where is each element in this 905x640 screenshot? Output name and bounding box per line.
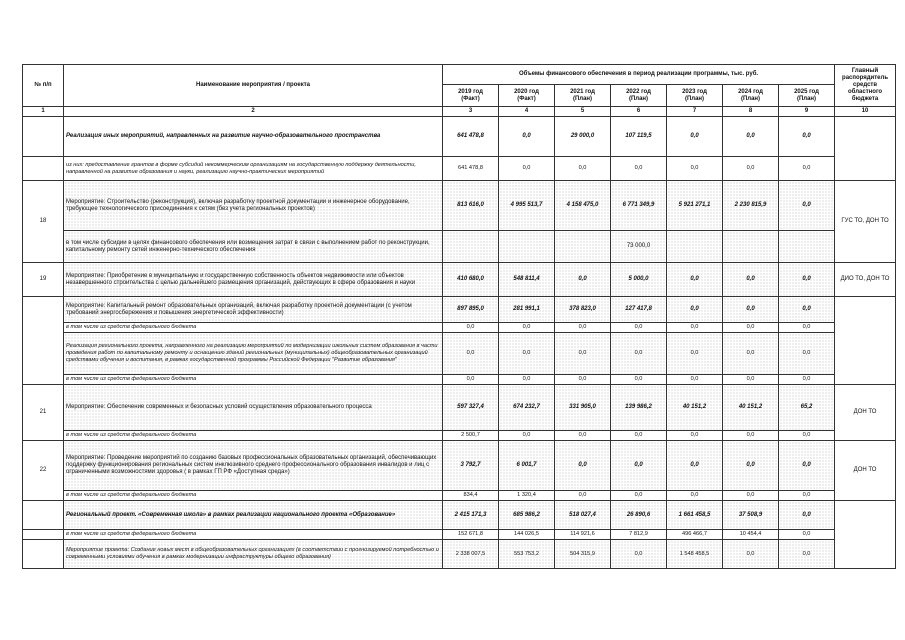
table-row xyxy=(23,540,896,569)
funding-value: 0,0 xyxy=(555,441,611,491)
funding-value: 0,0 xyxy=(611,431,667,441)
measure-name: в том числе из средств федерального бюджета xyxy=(64,491,443,501)
funding-value: 1 320,4 xyxy=(499,491,555,501)
budget-manager xyxy=(835,501,896,569)
funding-value: 0,0 xyxy=(611,157,667,181)
budget-manager: ДОН ТО xyxy=(835,441,896,501)
header-year xyxy=(779,85,835,107)
funding-value: 0,0 xyxy=(723,333,779,375)
funding-value: 0,0 xyxy=(667,263,723,297)
funding-value: 0,0 xyxy=(779,263,835,297)
funding-value: 597 327,4 xyxy=(443,385,499,431)
row-number xyxy=(23,117,64,157)
funding-value: 7 812,9 xyxy=(611,530,667,540)
funding-value xyxy=(555,231,611,263)
year-kind: (План) xyxy=(740,95,761,102)
funding-value: 0,0 xyxy=(555,157,611,181)
budget-manager xyxy=(835,117,896,181)
year-kind: (План) xyxy=(796,95,817,102)
row-number: 21 xyxy=(23,385,64,441)
funding-value: 37 508,9 xyxy=(723,501,779,530)
funding-value: 0,0 xyxy=(779,297,835,323)
funding-value: 0,0 xyxy=(611,375,667,385)
measure-name: Реализация иных мероприятий, направленных на развитие научно-образовательного пространства xyxy=(64,117,443,157)
year-label: 2022 год xyxy=(626,88,651,95)
column-index: 1 xyxy=(23,107,64,117)
column-index: 9 xyxy=(779,107,835,117)
funding-value xyxy=(667,231,723,263)
funding-value xyxy=(723,231,779,263)
funding-value: 0,0 xyxy=(723,157,779,181)
funding-value: 5 000,0 xyxy=(611,263,667,297)
column-index: 7 xyxy=(667,107,723,117)
funding-value: 0,0 xyxy=(723,375,779,385)
row-number xyxy=(23,157,64,181)
column-index: 5 xyxy=(555,107,611,117)
funding-value: 496 466,7 xyxy=(667,530,723,540)
funding-value: 0,0 xyxy=(779,491,835,501)
funding-value: 40 151,2 xyxy=(723,385,779,431)
funding-value: 0,0 xyxy=(499,323,555,333)
measure-name: Мероприятие: Капитальный ремонт образовательных организаций, включая разработку проектной документации (с учетом требований энергосбережения и повышения энергетической эффективности) xyxy=(64,297,443,323)
funding-value: 410 680,0 xyxy=(443,263,499,297)
funding-value: 548 811,4 xyxy=(499,263,555,297)
row-number xyxy=(23,297,64,385)
measure-name: Мероприятие: Проведение мероприятий по созданию базовых профессиональных образовательных организаций, обеспечивающих поддержку функционирования региональных систем инклюзивного среднего профессионального образования инвалидов и лиц с ограниченными возможностями здоровья ( в рамках ГП РФ «Доступная среда») xyxy=(64,441,443,491)
row-number xyxy=(23,501,64,530)
table-row xyxy=(23,441,896,491)
header-year xyxy=(443,85,499,107)
funding-value: 0,0 xyxy=(779,375,835,385)
table-row xyxy=(23,231,896,263)
funding-value: 107 119,5 xyxy=(611,117,667,157)
funding-value: 73 000,0 xyxy=(611,231,667,263)
funding-value: 641 478,8 xyxy=(443,157,499,181)
funding-value: 0,0 xyxy=(555,333,611,375)
funding-value: 0,0 xyxy=(555,323,611,333)
table-row xyxy=(23,297,896,323)
funding-value: 26 890,6 xyxy=(611,501,667,530)
measure-name: Региональный проект. «Современная школа» в рамках реализации национального проекта «Образование» xyxy=(64,501,443,530)
funding-value: 0,0 xyxy=(667,323,723,333)
header-funding: Объемы финансового обеспечения в период реализации программы, тыс. руб. xyxy=(443,65,835,85)
funding-value: 897 895,0 xyxy=(443,297,499,323)
funding-table xyxy=(22,64,896,569)
year-kind: (Факт) xyxy=(517,95,536,102)
row-number: 19 xyxy=(23,263,64,297)
measure-name: из них: предоставление грантов в форме субсидий некоммерческим организациям на государственную поддержку деятельности, направленной на развитие образования и науки, реализацию научно-практических мероприятий xyxy=(64,157,443,181)
table-row xyxy=(23,501,896,530)
funding-value: 2 415 171,3 xyxy=(443,501,499,530)
funding-value: 114 921,6 xyxy=(555,530,611,540)
year-label: 2020 год xyxy=(514,88,539,95)
table-row xyxy=(23,431,896,441)
measure-name: Мероприятие: Строительство (реконструкция), включая разработку проектной документации и инженерное оборудование, требующее технологического присоединения к сетям (без учета региональных проектов) xyxy=(64,181,443,231)
column-index: 2 xyxy=(64,107,443,117)
funding-value: 0,0 xyxy=(611,333,667,375)
funding-value: 0,0 xyxy=(443,333,499,375)
funding-value: 0,0 xyxy=(723,323,779,333)
funding-value: 0,0 xyxy=(667,375,723,385)
funding-value: 144 026,5 xyxy=(499,530,555,540)
funding-value: 1 661 458,5 xyxy=(667,501,723,530)
table-row xyxy=(23,117,896,157)
funding-value: 5 921 271,1 xyxy=(667,181,723,231)
budget-manager: ГУС ТО, ДОН ТО xyxy=(835,181,896,263)
funding-value: 2 338 007,5 xyxy=(443,540,499,569)
column-index: 3 xyxy=(443,107,499,117)
table-row xyxy=(23,181,896,231)
funding-value: 331 905,0 xyxy=(555,385,611,431)
funding-value xyxy=(499,231,555,263)
funding-value: 10 454,4 xyxy=(723,530,779,540)
funding-value: 0,0 xyxy=(555,263,611,297)
funding-value: 378 823,0 xyxy=(555,297,611,323)
funding-value: 0,0 xyxy=(555,491,611,501)
year-label: 2024 год xyxy=(738,88,763,95)
funding-value: 0,0 xyxy=(667,157,723,181)
year-kind: (План) xyxy=(628,95,649,102)
funding-value: 0,0 xyxy=(779,117,835,157)
funding-value: 0,0 xyxy=(723,117,779,157)
funding-value: 813 616,0 xyxy=(443,181,499,231)
measure-name: в том числе из средств федерального бюджета xyxy=(64,375,443,385)
funding-value: 6 771 349,9 xyxy=(611,181,667,231)
row-number xyxy=(23,530,64,540)
measure-name: Мероприятие проекта: Создание новых мест в общеобразовательных организациях (в соответствии с прогнозируемой потребностью и современными условиями обучения в рамках модернизации инфраструктуры общего образования) xyxy=(64,540,443,569)
measure-name: Мероприятие: Обеспечение современных и безопасных условий осуществления образовательного процесса xyxy=(64,385,443,431)
column-index: 8 xyxy=(723,107,779,117)
measure-name: в том числе из средств федерального бюджета xyxy=(64,530,443,540)
table-row xyxy=(23,157,896,181)
row-number xyxy=(23,540,64,569)
funding-value: 0,0 xyxy=(667,297,723,323)
header-year xyxy=(555,85,611,107)
header-year xyxy=(667,85,723,107)
funding-value: 0,0 xyxy=(667,431,723,441)
table-row xyxy=(23,323,896,333)
funding-value: 0,0 xyxy=(779,501,835,530)
funding-value: 0,0 xyxy=(611,540,667,569)
funding-value: 0,0 xyxy=(555,375,611,385)
funding-value: 0,0 xyxy=(499,375,555,385)
funding-value: 1 548 458,5 xyxy=(667,540,723,569)
funding-value: 40 151,2 xyxy=(667,385,723,431)
table-row xyxy=(23,333,896,375)
funding-value: 0,0 xyxy=(667,117,723,157)
funding-value: 2 230 815,9 xyxy=(723,181,779,231)
measure-name: Мероприятие: Приобретение в муниципальную и государственную собственность объектов недвижимости или объектов незавершенного строительства с целью дальнейшего размещения организаций, действующих в сфере образования и науки xyxy=(64,263,443,297)
funding-value: 0,0 xyxy=(779,181,835,231)
funding-value: 518 027,4 xyxy=(555,501,611,530)
funding-value: 0,0 xyxy=(611,491,667,501)
funding-value: 0,0 xyxy=(667,333,723,375)
column-index: 10 xyxy=(835,107,896,117)
funding-value: 0,0 xyxy=(779,540,835,569)
measure-name: в том числе из средств федерального бюджета xyxy=(64,431,443,441)
funding-value: 0,0 xyxy=(667,491,723,501)
funding-value: 0,0 xyxy=(779,431,835,441)
header-year xyxy=(723,85,779,107)
table-row xyxy=(23,491,896,501)
funding-value: 152 671,8 xyxy=(443,530,499,540)
funding-value: 685 986,2 xyxy=(499,501,555,530)
funding-value: 0,0 xyxy=(443,375,499,385)
year-label: 2023 год xyxy=(682,88,707,95)
funding-value: 0,0 xyxy=(779,333,835,375)
funding-value: 0,0 xyxy=(499,333,555,375)
measure-name: в том числе из средств федерального бюджета xyxy=(64,323,443,333)
funding-value: 674 232,7 xyxy=(499,385,555,431)
column-index: 4 xyxy=(499,107,555,117)
column-index: 6 xyxy=(611,107,667,117)
funding-value xyxy=(443,231,499,263)
funding-value: 0,0 xyxy=(443,323,499,333)
budget-manager xyxy=(835,297,896,385)
measure-name: Реализация регионального проекта, направленного на реализацию мероприятий по модернизации школьных систем образования в части проведения работ по капитальному ремонту и оснащению зданий региональных (муниципальных) общеобразовательных организаций средствами обучения и воспитания, в рамках государственной программы Российской Федерации "Развитие образования" xyxy=(64,333,443,375)
row-number: 18 xyxy=(23,181,64,263)
funding-value: 0,0 xyxy=(723,540,779,569)
document-page xyxy=(22,64,891,569)
table-row xyxy=(23,375,896,385)
year-kind: (План) xyxy=(572,95,593,102)
funding-value: 0,0 xyxy=(779,530,835,540)
funding-value: 127 417,8 xyxy=(611,297,667,323)
year-label: 2019 год xyxy=(458,88,483,95)
funding-value: 0,0 xyxy=(779,441,835,491)
budget-manager: ДИО ТО, ДОН ТО xyxy=(835,263,896,297)
year-label: 2025 год xyxy=(794,88,819,95)
row-number: 22 xyxy=(23,441,64,501)
funding-value: 504 315,9 xyxy=(555,540,611,569)
funding-value: 0,0 xyxy=(723,491,779,501)
table-row xyxy=(23,530,896,540)
funding-value: 0,0 xyxy=(723,441,779,491)
year-kind: (План) xyxy=(684,95,705,102)
table-row xyxy=(23,385,896,431)
funding-value: 0,0 xyxy=(723,263,779,297)
funding-value: 0,0 xyxy=(555,431,611,441)
header-name: Наименование мероприятия / проекта xyxy=(64,65,443,107)
funding-value: 2 500,7 xyxy=(443,431,499,441)
funding-value: 4 995 513,7 xyxy=(499,181,555,231)
funding-value: 6 001,7 xyxy=(499,441,555,491)
funding-value: 0,0 xyxy=(667,441,723,491)
funding-value: 0,0 xyxy=(779,157,835,181)
funding-value: 3 792,7 xyxy=(443,441,499,491)
funding-value: 0,0 xyxy=(499,431,555,441)
funding-value: 0,0 xyxy=(723,431,779,441)
header-year xyxy=(499,85,555,107)
funding-value: 0,0 xyxy=(611,441,667,491)
funding-value: 29 000,0 xyxy=(555,117,611,157)
funding-value xyxy=(779,231,835,263)
funding-value: 834,4 xyxy=(443,491,499,501)
header-manager: Главный распорядитель средств областного бюджета xyxy=(835,65,896,107)
year-label: 2021 год xyxy=(570,88,595,95)
funding-value: 0,0 xyxy=(499,157,555,181)
measure-name: в том числе субсидии в целях финансового обеспечения или возмещения затрат в связи с выполнением работ по реконструкции, капитальному ремонту сетей инженерно-технического обеспечения xyxy=(64,231,443,263)
funding-value: 0,0 xyxy=(499,117,555,157)
year-kind: (Факт) xyxy=(461,95,480,102)
funding-value: 281 991,1 xyxy=(499,297,555,323)
header-num: № п/п xyxy=(23,65,64,107)
funding-value: 4 158 475,0 xyxy=(555,181,611,231)
funding-value: 65,2 xyxy=(779,385,835,431)
header-year xyxy=(611,85,667,107)
budget-manager: ДОН ТО xyxy=(835,385,896,441)
funding-value: 553 753,2 xyxy=(499,540,555,569)
funding-value: 0,0 xyxy=(611,323,667,333)
funding-value: 641 478,8 xyxy=(443,117,499,157)
funding-value: 0,0 xyxy=(723,297,779,323)
funding-value: 139 986,2 xyxy=(611,385,667,431)
funding-value: 0,0 xyxy=(779,323,835,333)
table-row xyxy=(23,263,896,297)
